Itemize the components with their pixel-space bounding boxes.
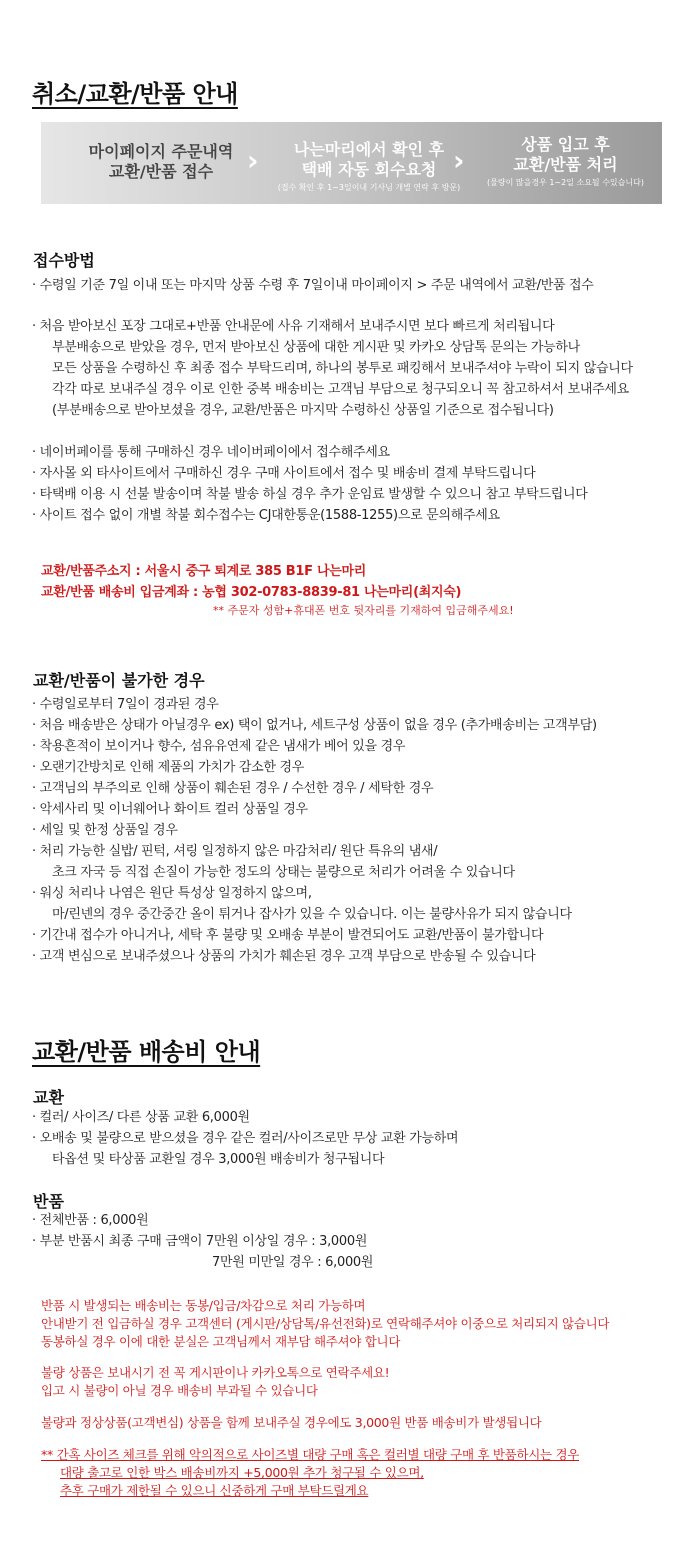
return-title: 반품 (33, 1192, 64, 1211)
red-note-underlined: 추후 구매가 제한될 수 있으니 신중하게 구매 부탁드릴게요 (60, 1483, 369, 1498)
red-note-underlined: 대량 출고로 인한 박스 배송비까지 +5,000원 추가 청구될 수 있으며, (60, 1465, 424, 1480)
list-item: · 처리 가능한 실밥/ 핀턱, 셔링 일정하지 않은 마감처리/ 원단 특유의 냄새/ (32, 844, 438, 859)
chevron-right-icon: › (247, 144, 259, 177)
list-item: 타옵션 및 타상품 교환일 경우 3,000원 배송비가 청구됩니다 (52, 1152, 385, 1167)
step-3-title-line2: 교환/반품 처리 (513, 155, 618, 174)
section-title-shipping-fee: 교환/반품 배송비 안내 (32, 1038, 261, 1066)
red-note-line: 불량과 정상상품(고객변심) 상품을 함께 보내주실 경우에도 3,000원 반품 배송비가 발생됩니다 (41, 1415, 542, 1430)
list-item: 7만원 미만일 경우 : 6,000원 (212, 1255, 374, 1270)
step-2-title-line2: 택배 자동 회수요청 (301, 160, 437, 179)
impossible-list (32, 694, 597, 967)
method-list-3 (32, 442, 587, 526)
list-item: · 네이버페이를 통해 구매하신 경우 네이버페이에서 접수해주세요 (32, 445, 390, 460)
list-item: 모든 상품을 수령하신 후 최종 접수 부탁드리며, 하나의 봉투로 패킹해서 보내주셔야 누락이 되지 않습니다 (52, 361, 633, 376)
list-item: · 처음 받아보신 포장 그대로+반품 안내문에 사유 기재해서 보내주시면 보다 빠르게 처리됩니다 (32, 319, 555, 334)
list-item: · 수령일 기준 7일 이내 또는 마지막 상품 수령 후 7일이내 마이페이지 > 주문 내역에서 교환/반품 접수 (32, 278, 594, 293)
exchange-title: 교환 (33, 1088, 64, 1107)
return-account: 교환/반품 배송비 입금계좌 : 농협 302-0783-8839-81 나는마리(최지숙) (41, 585, 462, 600)
red-note-underlined: ** 간혹 사이즈 체크를 위해 악의적으로 사이즈별 대량 구매 혹은 컬러별 대량 구매 후 반품하시는 경우 (41, 1447, 580, 1462)
red-note-line: 불량 상품은 보내시기 전 꼭 게시판이나 카카오톡으로 연락주세요! (41, 1365, 390, 1380)
step-2-subtext: (접수 확인 후 1~3일이내 기사님 개별 연락 후 방문) (277, 183, 461, 192)
list-item: · 워싱 처리나 나염은 원단 특성상 일정하지 않으며, (32, 886, 312, 901)
method-title: 접수방법 (33, 251, 95, 270)
list-item: · 착용흔적이 보이거나 향수, 섬유유연제 같은 냄새가 베어 있을 경우 (32, 739, 406, 754)
method-list-2 (32, 316, 633, 421)
list-item: · 고객님의 부주의로 인해 상품이 훼손된 경우 / 수선한 경우 / 세탁한 경우 (32, 781, 434, 796)
step-2 (271, 122, 467, 222)
red-note-line: 안내받기 전 입금하실 경우 고객센터 (게시판/상담톡/유선전화)로 연락해주셔야 이중으로 처리되지 않습니다 (41, 1316, 610, 1331)
red-note-line: 입고 시 불량이 아닐 경우 배송비 부과될 수 있습니다 (41, 1383, 318, 1398)
return-list (32, 1210, 373, 1273)
list-item: · 세일 및 한정 상품일 경우 (32, 823, 178, 838)
list-item: · 수령일로부터 7일이 경과된 경우 (32, 697, 219, 712)
return-address: 교환/반품주소지 : 서울시 중구 퇴계로 385 B1F 나는마리 (41, 564, 367, 579)
list-item: 부분배송으로 받았을 경우, 먼저 받아보신 상품에 대한 게시판 및 카카오 상담톡 문의는 가능하나 (52, 340, 580, 355)
list-item: · 전체반품 : 6,000원 (32, 1213, 149, 1228)
process-steps-banner (41, 122, 662, 204)
list-item: · 고객 변심으로 보내주셨으나 상품의 가치가 훼손된 경우 고객 부담으로 반송될 수 있습니다 (32, 949, 536, 964)
step-1 (61, 122, 261, 224)
red-note-line: 동봉하실 경우 이에 대한 분실은 고객님께서 재부담 해주셔야 합니다 (41, 1334, 401, 1349)
list-item: 초크 자국 등 직접 손질이 가능한 정도의 상태는 불량으로 처리가 어려울 수 있습니다 (52, 865, 515, 880)
list-item: · 오배송 및 불량으로 받으셨을 경우 같은 컬러/사이즈로만 무상 교환 가능하며 (32, 1131, 459, 1146)
chevron-right-icon: › (453, 144, 465, 177)
list-item: 마/린넨의 경우 중간중간 올이 튀거나 잡사가 있을 수 있습니다. 이는 불량사유가 되지 않습니다 (52, 907, 572, 922)
list-item: · 오랜기간방치로 인해 제품의 가치가 감소한 경우 (32, 760, 304, 775)
impossible-title: 교환/반품이 불가한 경우 (33, 671, 205, 690)
exchange-list (32, 1107, 458, 1170)
step-3-title-line1: 상품 입고 후 (521, 135, 610, 154)
step-2-title-line1: 나는마리에서 확인 후 (293, 140, 445, 159)
list-item: · 부분 반품시 최종 구매 금액이 7만원 이상일 경우 : 3,000원 (32, 1234, 368, 1249)
step-1-title-line2: 교환/반품 접수 (108, 162, 214, 181)
list-item: · 타택배 이용 시 선불 발송이며 착불 발송 하실 경우 추가 운임료 발생할 수 있으니 참고 부탁드립니다 (32, 487, 588, 502)
list-item: · 기간내 접수가 아니거나, 세탁 후 불량 및 오배송 부분이 발견되어도 교환/반품이 불가합니다 (32, 928, 544, 943)
step-3 (469, 122, 662, 217)
list-item: · 사이트 접수 없이 개별 착불 회수접수는 CJ대한통운(1588-1255)으로 문의해주세요 (32, 508, 500, 523)
list-item: · 악세사리 및 이너웨어나 화이트 컬러 상품일 경우 (32, 802, 308, 817)
list-item: · 처음 배송받은 상태가 아닐경우 ex) 택이 없거나, 세트구성 상품이 없을 경우 (추가배송비는 고객부담) (32, 718, 597, 733)
red-note-line: 반품 시 발생되는 배송비는 동봉/입금/차감으로 처리 가능하며 (41, 1298, 366, 1313)
list-item: (부분배송으로 받아보셨을 경우, 교환/반품은 마지막 수령하신 상품일 기준으로 접수됩니다) (52, 403, 554, 418)
list-item: 각각 따로 보내주실 경우 이로 인한 중복 배송비는 고객님 부담으로 청구되오니 꼭 참고하셔서 보내주세요 (52, 382, 629, 397)
list-item: · 컬러/ 사이즈/ 다른 상품 교환 6,000원 (32, 1110, 250, 1125)
method-list-1 (32, 275, 594, 296)
list-item: · 자사몰 외 타사이트에서 구매하신 경우 구매 사이트에서 접수 및 배송비 결제 부탁드립니다 (32, 466, 536, 481)
section-title-cancel-exchange-return: 취소/교환/반품 안내 (32, 80, 238, 108)
return-deposit-note: ** 주문자 성함+휴대폰 번호 뒷자리를 기재하여 입금해주세요! (213, 604, 514, 617)
step-1-title-line1: 마이페이지 주문내역 (88, 142, 234, 161)
step-3-subtext: (물량이 많을경우 1~2일 소요될 수있습니다) (487, 178, 644, 187)
